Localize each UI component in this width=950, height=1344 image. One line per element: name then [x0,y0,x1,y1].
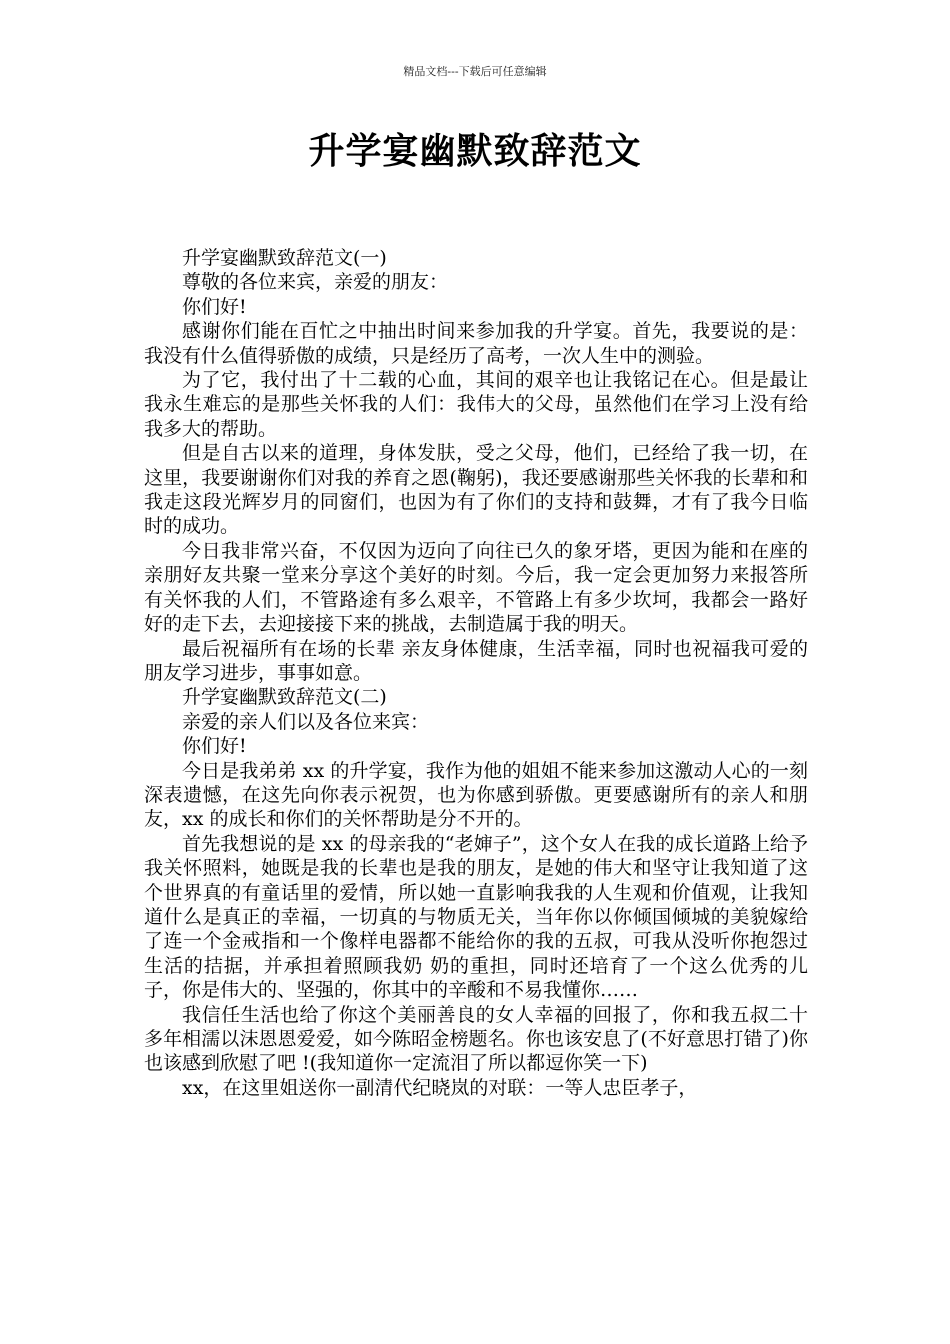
body-paragraph: 感谢你们能在百忙之中抽出时间来参加我的升学宴。首先，我要说的是：我没有什么值得骄傲的成绩，只是经历了高考，一次人生中的测验。 [144,320,808,367]
greeting-1: 你们好! [182,295,247,318]
body-paragraph: 我信任生活也给了你这个美丽善良的女人幸福的回报了，你和我五叔二十多年相濡以沫恩恩爱爱，如今陈昭金榜题名。你也该安息了(不好意思打错了)你也该感到欣慰了吧 !(我知道你一定流泪了所以都逗你笑一下) [144,1003,808,1075]
section-heading-2: 升学宴幽默致辞范文(二) [182,686,387,709]
document-body [144,246,808,1100]
body-paragraph: xx，在这里姐送你一副清代纪晓岚的对联：一等人忠臣孝子， [182,1076,698,1099]
greeting-2: 你们好! [182,735,247,758]
salutation-1: 尊敬的各位来宾，亲爱的朋友： [182,271,449,294]
page-header-note: 精品文档---下载后可任意编辑 [403,65,547,78]
body-paragraph: 今日是我弟弟 xx 的升学宴，我作为他的姐姐不能来参加这激动人心的一刻深表遗憾，在这先向你表示祝贺，也为你感到骄傲。更要感谢所有的亲人和朋友，xx 的成长和你们的关怀帮助是分不开的。 [144,759,808,831]
salutation-2: 亲爱的亲人们以及各位来宾： [182,710,430,733]
body-paragraph: 但是自古以来的道理，身体发肤，受之父母，他们，已经给了我一切，在这里，我要谢谢你们对我的养育之恩(鞠躬)，我还要感谢那些关怀我的长辈和和我走这段光辉岁月的同窗们，也因为有了你们的支持和鼓舞，才有了我今日临时的成功。 [144,442,808,538]
body-paragraph: 今日我非常兴奋，不仅因为迈向了向往已久的象牙塔，更因为能和在座的亲朋好友共聚一堂来分享这个美好的时刻。今后，我一定会更加努力来报答所有关怀我的人们，不管路途有多么艰辛，不管路上有多少坎坷，我都会一路好好的走下去，去迎接接下来的挑战，去制造属于我的明天。 [144,539,808,636]
section-heading-1: 升学宴幽默致辞范文(一) [182,247,387,269]
body-paragraph: 首先我想说的是 xx 的母亲我的“老婶子”，这个女人在我的成长道路上给予我关怀照料，她既是我的长辈也是我的朋友，是她的伟大和坚守让我知道了这个世界真的有童话里的爱情，所以她一直影响我我的人生观和价值观，让我知道什么是真正的幸福，一切真的与物质无关，当年你以你倾国倾城的美貌嫁给了连一个金戒指和一个像样电器都不能给你的我的五叔，可我从没听你抱怨过生活的拮据，并承担着照顾我奶 奶的重担，同时还培育了一个这么优秀的儿子，你是伟大的、坚强的，你其中的辛酸和不易我懂你…… [144,832,808,1002]
body-paragraph: 为了它，我付出了十二载的心血，其间的艰辛也让我铭记在心。但是最让我永生难忘的是那些关怀我的人们：我伟大的父母，虽然他们在学习上没有给我多大的帮助。 [144,369,808,440]
body-paragraph: 最后祝福所有在场的长辈 亲友身体健康，生活幸福，同时也祝福我可爱的朋友学习进步，事事如意。 [144,637,808,684]
document-title: 升学宴幽默致辞范文 [308,131,642,172]
